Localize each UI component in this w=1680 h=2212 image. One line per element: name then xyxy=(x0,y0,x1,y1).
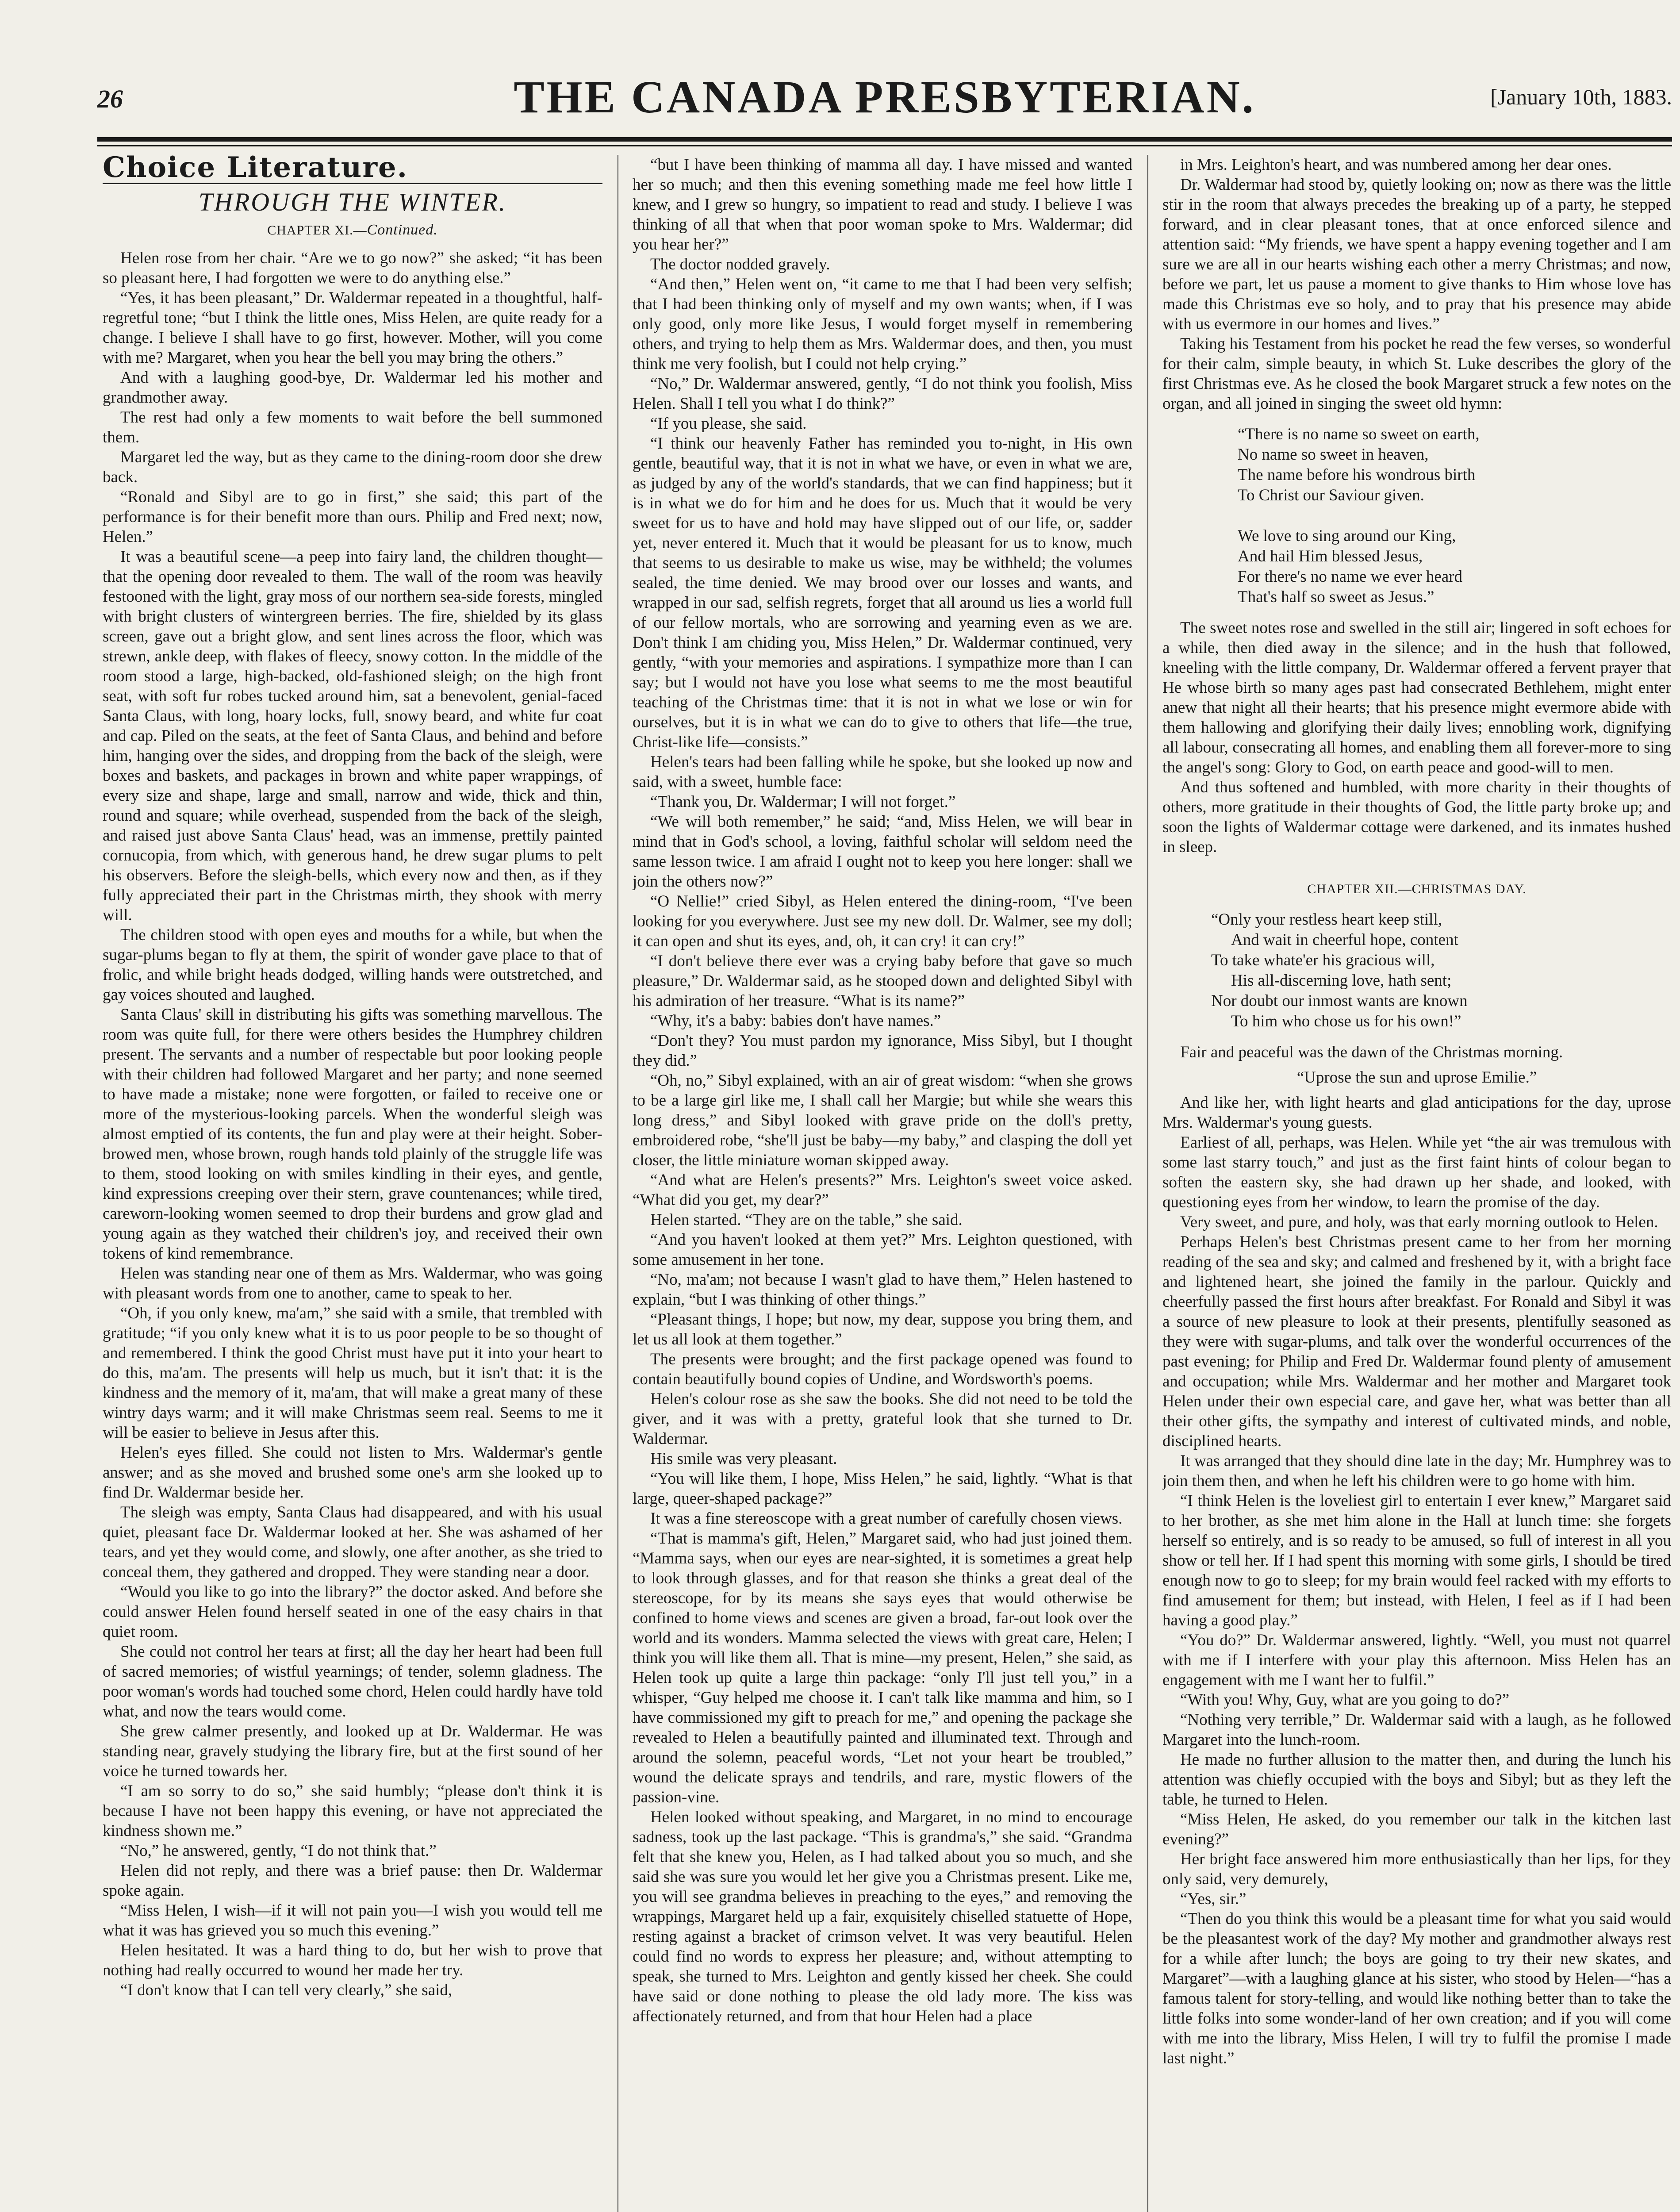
paragraph: “Thank you, Dr. Waldermar; I will not forget.” xyxy=(650,793,956,811)
column-3-body-a xyxy=(1162,155,1671,414)
column-1 xyxy=(103,155,602,2212)
paragraph: Very sweet, and pure, and holy, was that early morning outlook to Helen. xyxy=(1180,1213,1658,1231)
page-header xyxy=(97,66,1672,133)
issue-date: [January 10th, 1883. xyxy=(1490,84,1672,109)
paragraph: “We will both remember,” he said; “and, Miss Helen, we will bear in mind that in God's school, a loving, faithful scholar will seldom need the same lesson twice. I am afraid I ought not to keep you here longer: shall we join the others now?” xyxy=(633,813,1132,891)
paragraph: His smile was very pleasant. xyxy=(650,1450,837,1468)
paragraph: The sweet notes rose and swelled in the still air; lingered in soft echoes for a while, then died away in the silence; and in the hush that followed, kneeling with the little company, Dr. Waldermar offered a fervent prayer that He whose birth so many ages past had consecrated Bethlehem, might enter anew that night all their hearts; that his presence might evermore abide with them hallowing and glorifying their daily lives; ennobling work, dignifying all labour, consecrating all homes, and enabling them all forever-more to sing the angel's song: Glory to God, on earth peace and good-will to men. xyxy=(1162,619,1671,776)
paragraph: She could not control her tears at first; all the day her heart had been full of sacred memories; of wistful yearnings; of tender, solemn gladness. The poor woman's words had touched some chord, Helen could hardly have told what, and now the tears would come. xyxy=(103,1643,602,1720)
paragraph: He made no further allusion to the matter then, and during the lunch his attention was chiefly occupied with the boys and Sibyl; but as they left the table, he turned to Helen. xyxy=(1162,1751,1671,1809)
paragraph: “And you haven't looked at them yet?” Mrs. Leighton questioned, with some amusement in her tone. xyxy=(633,1231,1132,1269)
header-rule-thin xyxy=(97,145,1672,146)
stanza-break xyxy=(1238,506,1671,526)
paragraph: “And then,” Helen went on, “it came to me that I had been very selfish; that I had been thinking only of myself and my own wants; when, if I was only good, only more like Jesus, I would forget myself in remembering others, and trying to help them as Mrs. Waldermar does, and then, you must think me very foolish, but I could not help crying.” xyxy=(633,275,1132,373)
column-3-body-d xyxy=(1162,1093,1671,2068)
hymn-verse xyxy=(1238,424,1671,607)
column-3 xyxy=(1162,155,1671,2212)
page-number: 26 xyxy=(97,84,123,113)
paragraph: “No, ma'am; not because I wasn't glad to have them,” Helen hastened to explain, “but I was thinking of other things.” xyxy=(633,1271,1132,1309)
paragraph: “No,” Dr. Waldermar answered, gently, “I do not think you foolish, Miss Helen. Shall I tell you what I do think?” xyxy=(633,375,1132,413)
paragraph: “Yes, it has been pleasant,” Dr. Waldermar repeated in a thoughtful, half-regretful tone; “but I think the little ones, Miss Helen, are quite ready for a change. I believe I shall have to go first, however. Mother, will you come with me? Margaret, when you hear the bell you may bring the others.” xyxy=(103,289,602,367)
paragraph: Helen did not reply, and there was a brief pause: then Dr. Waldermar spoke again. xyxy=(103,1862,602,1900)
column-2 xyxy=(633,155,1132,2212)
paragraph: Dr. Waldermar had stood by, quietly looking on; now as there was the little stir in the room that always precedes the breaking up of a party, he stepped forward, and in clear pleasant tones, that at once enforced silence and attention said: “My friends, we have spent a happy evening together and I am sure we are all in our hearts wishing each other a merry Christmas; and now, before we part, let us pause a moment to give thanks to Him whose love has made this Christmas eve so holy, and to pray that his presence may abide with us evermore in our homes and lives.” xyxy=(1162,176,1671,333)
paragraph: “I think Helen is the loveliest girl to entertain I ever knew,” Margaret said to her brother, as she met him alone in the Hall at lunch time: she forgets herself so entirely, and is so ready to be amused, so full of interest in all you show or tell her. If I had spent this morning with some girls, I should be tired enough now to go to sleep; for my brain would feel racked with my efforts to find amusement for them; but instead, with Helen, I feel as if I had been having a good play.” xyxy=(1162,1492,1671,1629)
paragraph: Margaret led the way, but as they came to the dining-room door she drew back. xyxy=(103,448,602,486)
paragraph: Earliest of all, perhaps, was Helen. While yet “the air was tremulous with some last starry touch,” and just as the first faint hints of colour began to soften the eastern sky, she had drawn up her shade, and looked, with questioning eyes from her window, to learn the promise of the day. xyxy=(1162,1133,1671,1211)
poem-line: And hail Him blessed Jesus, xyxy=(1238,547,1423,565)
paragraph: Santa Claus' skill in distributing his gifts was something marvellous. The room was quite full, for there were others besides the Humphrey children present. The servants and a number of respectable but poor looking people with their children had followed Margaret and her party; and none seemed to have made a mistake; none were forgotten, or failed to receive one or more of the mysterious-looking parcels. When the wonderful sleigh was almost emptied of its contents, the fun and play were at their height. Sober-browed men, whose brown, rough hands told plainly of the struggle life was to them, stood looking on with smiles kindling in their eyes, and gentle, kind expressions creeping over their stern, grave countenances; while tired, careworn-looking women seemed to drop their burdens and grow glad and young again as they watched their children's joy, and received their own tokens of kind remembrance. xyxy=(103,1006,602,1263)
poem-line: To him who chose us for his own!” xyxy=(1231,1012,1461,1030)
poem-line: His all-discerning love, hath sent; xyxy=(1231,972,1452,990)
paragraph: The doctor nodded gravely. xyxy=(650,255,830,273)
masthead: THE CANADA PRESBYTERIAN. xyxy=(514,72,1256,123)
column-1-body xyxy=(103,248,602,2000)
paragraph: “Oh, no,” Sibyl explained, with an air of great wisdom: “when she grows to be a large girl like me, I shall call her Margie; but while she wears this long dress,” and Sibyl looked with grave pride on the doll's pretty, embroidered robe, “she'll just be baby—my baby,” and clasping the doll yet closer, the little miniature woman skipped away. xyxy=(633,1071,1132,1169)
paragraph: Helen started. “They are on the table,” she said. xyxy=(650,1211,963,1229)
poem-line: To take whate'er his gracious will, xyxy=(1211,951,1435,969)
paragraph: “Yes, sir.” xyxy=(1180,1890,1247,1908)
header-rule-thick xyxy=(97,137,1672,142)
paragraph: And with a laughing good-bye, Dr. Waldermar led his mother and grandmother away. xyxy=(103,369,602,407)
poem-line: That's half so sweet as Jesus.” xyxy=(1238,588,1435,606)
paragraph: “And what are Helen's presents?” Mrs. Leighton's sweet voice asked. “What did you get, my dear?” xyxy=(633,1171,1132,1209)
chapter-heading-11 xyxy=(103,220,602,240)
paragraph: Her bright face answered him more enthusiastically than her lips, for they only said, very demurely, xyxy=(1162,1850,1671,1888)
poem-line: The name before his wondrous birth xyxy=(1238,466,1476,484)
paragraph: “Miss Helen, He asked, do you remember our talk in the kitchen last evening?” xyxy=(1162,1810,1671,1848)
paragraph: Helen's colour rose as she saw the books. She did not need to be told the giver, and it was with a pretty, grateful look that she turned to Dr. Waldermar. xyxy=(633,1390,1132,1448)
paragraph: It was arranged that they should dine late in the day; Mr. Humphrey was to join them then, and when he left his children were to go home with him. xyxy=(1162,1452,1671,1490)
paragraph: “Don't they? You must pardon my ignorance, Miss Sibyl, but I thought they did.” xyxy=(633,1032,1132,1070)
column-divider-2 xyxy=(1147,155,1148,2212)
paragraph: “I think our heavenly Father has reminded you to-night, in His own gentle, beautiful way, that it is not in what we have, or even in what we are, as judged by any of the world's standards, that we can find happiness; but it is in what we do for him and he does for us. Much that it would be very sweet for us to have and hold may have slipped out of our life, or, sadder yet, never entered it. Much that it would be pleasant for us to know, much that seems to us desirable to make us wise, may be withheld; the volumes sealed, the time denied. We may brood over our losses and wants, and wrapped in our sad, selfish regrets, forget that all around us lies a world full of our fellow mortals, who are sorrowing and yearning even as we are. Don't think I am chiding you, Miss Helen,” Dr. Waldermar continued, very gently, “with your memories and aspirations. I sympathize more than I can say; but I would not have you lose what seems to me the most beautiful teaching of the Christmas time: that it is not in what we lose or win for ourselves, but it is in what we can do to give to others that life—the true, Christ-like life—consists.” xyxy=(633,434,1132,751)
poem-line: For there's no name we ever heard xyxy=(1238,568,1463,586)
paragraph: “That is mamma's gift, Helen,” Margaret said, who had just joined them. “Mamma says, when our eyes are near-sighted, it is sometimes a great help to look through glasses, and for that reason she thinks a great deal of the stereoscope, for by its means she says eyes that would otherwise be confined to home views and scenes are given a broad, far-out look over the world and its wonders. Mamma selected the views with great care, Helen; I think you will like them all. That is mine—my present, Helen,” she said, as Helen took up quite a large thin package: “only I'll just tell you,” in a whisper, “Guy helped me choose it. I can't talk like mamma and him, so I have commissioned my gift to preach for me,” and opening the package she revealed to Helen a beautifully painted and illuminated text. Through and around the solemn, peaceful words, “Let not your heart be troubled,” wound the delicate sprays and tendrils, and rare, mystic flowers of the passion-vine. xyxy=(633,1529,1132,1806)
paragraph: Perhaps Helen's best Christmas present came to her from her morning reading of the sea and sky; and calmed and freshened by it, with a bright face and lightened heart, she joined the family in the parlour. Quickly and cheerfully passed the first hours after breakfast. For Ronald and Sibyl it was a source of new pleasure to look at their presents, plentifully seasoned as they were with sugar-plums, and talk over the wonderful occurrences of the past evening; for Philip and Fred Dr. Waldermar found plenty of amusement and occupation; while Mrs. Waldermar and her mother and Margaret took Helen under their own especial care, and gave her, what was better than all their other gifts, the sympathy and interest of cultivated minds, and noble, disciplined hearts. xyxy=(1162,1233,1671,1450)
paragraph: Helen's tears had been falling while he spoke, but she looked up now and said, with a sweet, humble face: xyxy=(633,753,1132,791)
poem-line: And wait in cheerful hope, content xyxy=(1231,931,1458,949)
paragraph: Helen was standing near one of them as Mrs. Waldermar, who was going with pleasant words from one to another, came to speak to her. xyxy=(103,1264,602,1302)
poem-line: To Christ our Saviour given. xyxy=(1238,486,1424,504)
chapter-label: CHAPTER XI.— xyxy=(267,223,367,238)
paragraph: “Miss Helen, I wish—if it will not pain you—I wish you would tell me what it was has grieved you so much this evening.” xyxy=(103,1901,602,1939)
column-2-body xyxy=(633,155,1132,2026)
poem-line: “There is no name so sweet on earth, xyxy=(1238,425,1480,443)
poem-line: We love to sing around our King, xyxy=(1238,527,1456,545)
paragraph: It was a fine stereoscope with a great number of carefully chosen views. xyxy=(650,1509,1123,1528)
paragraph: Helen looked without speaking, and Margaret, in no mind to encourage sadness, took up the last package. “This is grandma's,” she said. “Grandma felt that she knew you, Helen, as I had talked about you so much, and she said she was sure you would let her give you a Christmas present. Like me, you will see grandma believes in preaching to the eyes,” and removing the wrappings, Margaret held up a fair, exquisitely chiselled statuette of Hope, resting against a bracket of crimson velvet. It was very beautiful. Helen could find no words to express her pleasure; and, without attempting to speak, she turned to Mrs. Leighton and gently kissed her cheek. She could have said or done nothing to please the old lady more. The kiss was affectionately returned, and from that hour Helen had a place xyxy=(633,1808,1132,2025)
paragraph: She grew calmer presently, and looked up at Dr. Waldermar. He was standing near, gravely studying the library fire, but at the first sound of her voice he turned towards her. xyxy=(103,1722,602,1780)
poem-line: Nor doubt our inmost wants are known xyxy=(1211,992,1468,1010)
paragraph: Fair and peaceful was the dawn of the Christmas morning. xyxy=(1180,1043,1563,1061)
paragraph: Helen's eyes filled. She could not listen to Mrs. Waldermar's gentle answer; and as she moved and brushed some one's arm she looked up to find Dr. Waldermar beside her. xyxy=(103,1444,602,1502)
paragraph: And thus softened and humbled, with more charity in their thoughts of others, more gratitude in their thoughts of God, the little party broke up; and soon the lights of Waldermar cottage were darkened, and its inmates hushed in sleep. xyxy=(1162,778,1671,856)
paragraph: Helen rose from her chair. “Are we to go now?” she asked; “it has been so pleasant here, I had forgotten we were to do anything else.” xyxy=(103,249,602,287)
paragraph: The rest had only a few moments to wait before the bell summoned them. xyxy=(103,408,602,446)
paragraph: “No,” he answered, gently, “I do not think that.” xyxy=(120,1842,437,1860)
paragraph: “Why, it's a baby: babies don't have names.” xyxy=(650,1012,941,1030)
paragraph: “I am so sorry to do so,” she said humbly; “please don't think it is because I have not been happy this evening, or have not appreciated the kindness shown me.” xyxy=(103,1782,602,1840)
chapter-heading-12: CHAPTER XII.—CHRISTMAS DAY. xyxy=(1307,882,1527,896)
paragraph: Helen hesitated. It was a hard thing to do, but her wish to prove that nothing had really occurred to wound her made her try. xyxy=(103,1941,602,1979)
section-title: Choice Literature. xyxy=(103,157,602,184)
paragraph: “With you! Why, Guy, what are you going to do?” xyxy=(1180,1691,1510,1709)
paragraph: It was a beautiful scene—a peep into fairy land, the children thought—that the opening door revealed to them. The wall of the room was heavily festooned with the light, gray moss of our northern sea-side forests, mingled with bright clusters of wintergreen berries. The fire, shielded by its glass screen, gave out a bright glow, and sent lines across the floor, which was strewn, ankle deep, with flakes of fleecy, snowy cotton. In the middle of the room stood a large, high-backed, old-fashioned sleigh; on the high front seat, with soft fur robes tucked around him, sat a benevolent, genial-faced Santa Claus, with long, hoary locks, full, snowy beard, and white fur coat and cap. Piled on the seats, at the feet of Santa Claus, and behind and before him, hanging over the sides, and dropping from the back of the sleigh, were boxes and baskets, and packages in brown and white paper wrappings, of every size and shape, large and small, narrow and wide, thick and thin, round and square; while overhead, suspended from the back of the sleigh, and raised just above Santa Claus' head, was an immense, prettily painted cornucopia, from which, with generous hand, he drew sugar plums to pelt his observers. Before the sleigh-bells, which every now and then, as if they fully appreciated their part in the Christmas mirth, they shook with merry will. xyxy=(103,548,602,924)
paragraph: “Oh, if you only knew, ma'am,” she said with a smile, that trembled with gratitude; “if you only knew what it is to us poor people to be so thought of and remembered. I think the good Christ must have put it into your heart to do this, ma'am. The presents will help us much, but it isn't that: it is the kindness and the memory of it, ma'am, that will make a great many of these wintry days warm; and it will make Christmas seem real. Seems to me it will be easier to believe in Jesus after this. xyxy=(103,1304,602,1442)
story-title: THROUGH THE WINTER. xyxy=(198,188,507,216)
epigraph-poem xyxy=(1211,910,1671,1032)
paragraph: “Would you like to go into the library?” the doctor asked. And before she could answer Helen found herself seated in one of the easy chairs in that quiet room. xyxy=(103,1583,602,1641)
poem-line: “Only your restless heart keep still, xyxy=(1211,910,1442,929)
paragraph: “Nothing very terrible,” Dr. Waldermar said with a laugh, as he followed Margaret into the lunch-room. xyxy=(1162,1711,1671,1749)
paragraph: “I don't believe there ever was a crying baby before that gave so much pleasure,” Dr. Waldermar said, as he stooped down and delighted Sibyl with his admiration of her treasure. “What is its name?” xyxy=(633,952,1132,1010)
poem-line: No name so sweet in heaven, xyxy=(1238,445,1429,464)
paragraph: “Then do you think this would be a pleasant time for what you said would be the pleasantest work of the day? My mother and grandmother always rest for a while after lunch; the boys are going to try their new skates, and Margaret”—with a laughing glance at his sister, who stood by Helen—“has a famous talent for story-telling, and would like nothing better than to take the little folks into some wonder-land of her own creation; and if you will come with me into the library, Miss Helen, I will try to fulfil the promise I made last night.” xyxy=(1162,1910,1671,2067)
paragraph: And like her, with light hearts and glad anticipations for the day, uprose Mrs. Waldermar's young guests. xyxy=(1162,1094,1671,1132)
paragraph: in Mrs. Leighton's heart, and was numbered among her dear ones. xyxy=(1180,156,1612,174)
paragraph: “If you please, she said. xyxy=(650,415,807,433)
chapter-note: Continued. xyxy=(367,222,438,238)
paragraph: The presents were brought; and the first package opened was found to contain beautifully bound copies of Undine, and Wordsworth's poems. xyxy=(633,1350,1132,1388)
paragraph: “but I have been thinking of mamma all day. I have missed and wanted her so much; and then this evening something made me feel how little I knew, and I grew so hungry, so impatient to read and study. I believe I was thinking of all that when that poor woman spoke to Mrs. Waldermar; did you hear her?” xyxy=(633,156,1132,253)
paragraph: “O Nellie!” cried Sibyl, as Helen entered the dining-room, “I've been looking for you everywhere. Just see my new doll. Dr. Walmer, see my doll; it can open and shut its eyes, and, oh, it can cry! it can cry!” xyxy=(633,892,1132,950)
paragraph: “You will like them, I hope, Miss Helen,” he said, lightly. “What is that large, queer-shaped package?” xyxy=(633,1470,1132,1508)
paragraph: The children stood with open eyes and mouths for a while, but when the sugar-plums began to fly at them, the spirit of wonder gave place to that of frolic, and while bright heads dodged, willing hands were outstretched, and gay voices shouted and laughed. xyxy=(103,926,602,1004)
paragraph: The sleigh was empty, Santa Claus had disappeared, and with his usual quiet, pleasant face Dr. Waldermar looked at her. She was ashamed of her tears, and yet they would come, and slowly, one after another, as she tried to conceal them, they gathered and dropped. They were standing near a door. xyxy=(103,1503,602,1581)
paragraph: “Ronald and Sibyl are to go in first,” she said; this part of the performance is for their benefit more than ours. Philip and Fred next; now, Helen.” xyxy=(103,488,602,546)
paragraph: Taking his Testament from his pocket he read the few verses, so wonderful for their calm, simple beauty, in which St. Luke describes the glory of the first Christmas eve. As he closed the book Margaret struck a few notes on the organ, and all joined in singing the sweet old hymn: xyxy=(1162,335,1671,413)
paragraph: “You do?” Dr. Waldermar answered, lightly. “Well, you must not quarrel with me if I interfere with your play this afternoon. Miss Helen has an engagement with me I want her to fulfil.” xyxy=(1162,1631,1671,1689)
paragraph: “I don't know that I can tell very clearly,” she said, xyxy=(120,1981,453,1999)
column-3-body-b xyxy=(1162,618,1671,857)
paragraph: “Pleasant things, I hope; but now, my dear, suppose you bring them, and let us all look at them together.” xyxy=(633,1310,1132,1348)
quote-line: “Uprose the sun and uprose Emilie.” xyxy=(1296,1068,1537,1087)
